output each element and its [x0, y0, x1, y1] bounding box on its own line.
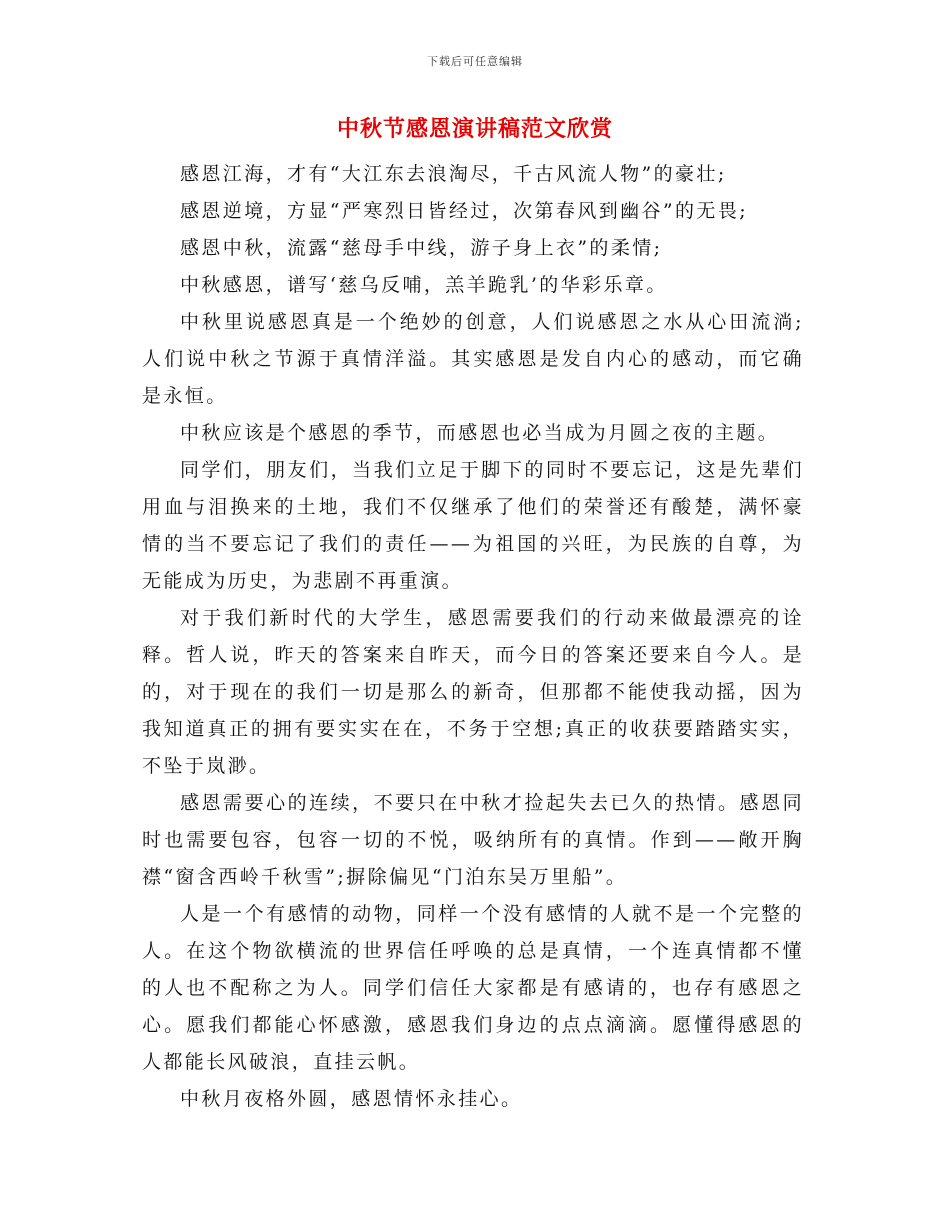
- header-note: 下载后可任意编辑: [427, 55, 523, 68]
- paragraph: 同学们，朋友们，当我们立足于脚下的同时不要忘记，这是先辈们用血与泪换来的土地，我们不仅继承了他们的荣誉还有酸楚，满怀豪情的当不要忘记了我们的责任——为祖国的兴旺，为民族的自尊，为无能成为历史，为悲剧不再重演。: [142, 459, 804, 592]
- paragraph: 人是一个有感情的动物，同样一个没有感情的人就不是一个完整的人。在这个物欲横流的世界信任呼唤的总是真情，一个连真情都不懂的人也不配称之为人。同学们信任大家都是有感请的，也存有感恩之心。愿我们都能心怀感激，感恩我们身边的点点滴滴。愿懂得感恩的人都能长风破浪，直挂云帆。: [142, 903, 804, 1073]
- paragraph: 感恩需要心的连续，不要只在中秋才捡起失去已久的热情。感恩同时也需要包容，包容一切的不悦，吸纳所有的真情。作到——敞开胸襟“窗含西岭千秋雪”;摒除偏见“门泊东吴万里船”。: [142, 792, 804, 888]
- document-body: [142, 156, 804, 1118]
- paragraph: 中秋月夜格外圆，感恩情怀永挂心。: [180, 1088, 523, 1110]
- paragraph: 感恩江海，才有“大江东去浪淘尽，千古风流人物”的豪壮;: [180, 163, 727, 185]
- paragraph: 感恩中秋，流露“慈母手中线，游子身上衣”的柔情;: [180, 237, 663, 259]
- paragraph: 对于我们新时代的大学生，感恩需要我们的行动来做最漂亮的诠释。哲人说，昨天的答案来自昨天，而今日的答案还要来自今人。是的，对于现在的我们一切是那么的新奇，但那都不能使我动摇，因为我知道真正的拥有要实实在在，不务于空想;真正的收获要踏踏实实，不坠于岚渺。: [142, 607, 804, 777]
- paragraph: 感恩逆境，方显“严寒烈日皆经过，次第春风到幽谷”的无畏;: [180, 200, 749, 222]
- document-title: 中秋节感恩演讲稿范文欣赏: [336, 116, 613, 142]
- paragraph: 中秋感恩，谱写‘慈乌反哺，羔羊跪乳’的华彩乐章。: [180, 274, 668, 296]
- paragraph: 中秋里说感恩真是一个绝妙的创意，人们说感恩之水从心田流淌;人们说中秋之节源于真情洋溢。其实感恩是发自内心的感动，而它确是永恒。: [142, 311, 804, 407]
- paragraph: 中秋应该是个感恩的季节，而感恩也必当成为月圆之夜的主题。: [180, 422, 780, 444]
